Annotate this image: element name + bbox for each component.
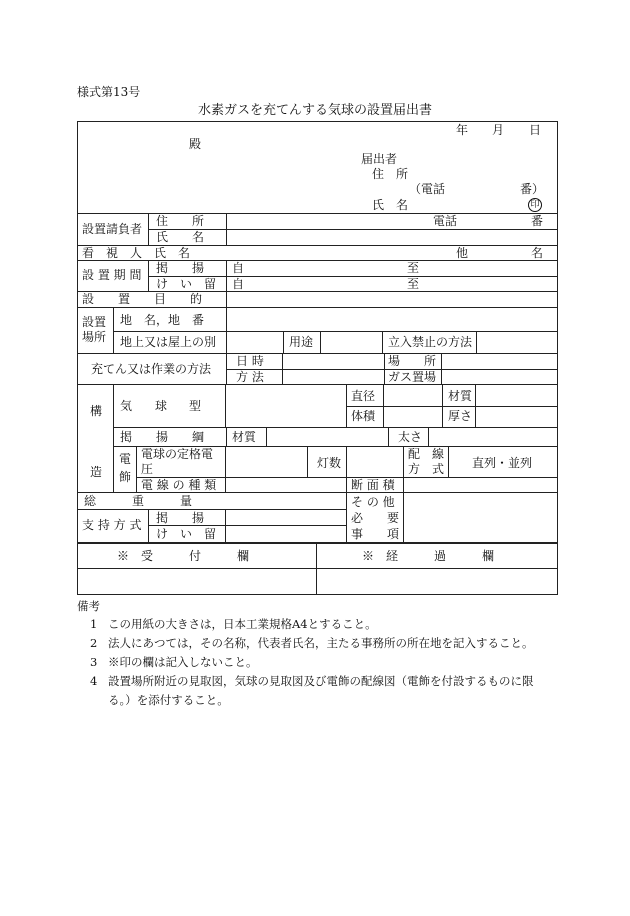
wire-type-label: 電 線 の 種 類 [141,478,217,492]
purpose-label: 設 置 目 的 [82,292,203,306]
balloon-type-char-3: 型 [189,399,202,413]
note-1-text: この用紙の大きさは，日本工業規格A4とすること。 [108,617,377,631]
location-label-bottom: 場所 [82,330,107,344]
note-3-num: 3 [90,655,98,669]
notes-title: 備考 [77,599,100,613]
requester-phone-label: 電話 [433,214,458,228]
applicant-phone-close: 番） [520,182,545,196]
balloon-type-char-1: 気 [120,399,133,413]
note-4-text: 設置場所附近の見取図，気球の見取図及び電飾の配線図（電飾を付設するものに限 [108,674,534,688]
decoration-label-bottom: 飾 [119,470,132,484]
other-label-3: 事 項 [351,527,400,541]
period-raise-label: 掲 揚 [156,261,205,275]
fill-method-sub-label: 方 法 [236,370,264,384]
period-moor-to: 至 [407,277,420,291]
wiring-label-2: 方 式 [408,462,445,476]
reception-column-label: ※ 受 付 欄 [117,549,250,563]
location-chimei-label: 地 名，地 番 [120,313,205,327]
addressee-suffix: 殿 [189,137,202,151]
period-moor-label: け い 留 [156,277,217,291]
gas-storage-label: ガス置場 [388,370,437,384]
requester-label: 設置請負者 [82,222,143,236]
structure-label-top: 構 [90,404,103,418]
date-month: 月 [492,123,505,137]
note-1-num: 1 [90,617,98,631]
decoration-label-top: 電 [119,452,132,466]
note-3-text: ※印の欄は記入しないこと。 [108,655,258,669]
ground-roof-label: 地上又は屋上の別 [120,335,217,349]
watcher-count-unit: 名 [531,246,544,260]
support-raise-label: 掲 揚 [156,511,205,525]
date-day: 日 [529,123,542,137]
period-moor-from: 自 [232,277,245,291]
applicant-phone-open: （電話 [409,182,446,196]
requester-address-label: 住 所 [156,214,205,228]
period-raise-from: 自 [232,261,245,275]
other-label-2: 必 要 [351,511,400,525]
period-label: 設 置 期 間 [82,268,142,282]
progress-column-label: ※ 経 過 欄 [362,549,495,563]
applicant-label: 届出者 [361,152,398,166]
note-4-num: 4 [90,674,98,688]
period-raise-to: 至 [407,261,420,275]
wiring-label-1: 配 線 [408,447,445,461]
rated-voltage-label-2: 圧 [141,462,154,476]
rope-material-label: 材質 [232,430,257,444]
thickness-label: 厚さ [448,409,473,423]
applicant-address-label: 住 所 [372,167,409,181]
balloon-material-label: 材質 [448,389,473,403]
other-label-1: そ の 他 [351,495,395,509]
requester-phone-ban: 番 [531,214,544,228]
no-entry-label: 立入禁止の方法 [388,335,473,349]
support-label: 支 持 方 式 [82,518,142,532]
fill-method-label: 充てん又は作業の方法 [91,362,212,376]
form-number: 様式第13号 [77,85,141,99]
balloon-type-char-2: 球 [155,399,168,413]
fill-place-label: 場 所 [388,354,437,368]
bulb-count-label: 灯数 [317,456,342,470]
rope-label: 掲 揚 綱 [120,430,205,444]
form-title: 水素ガスを充てんする気球の設置届出書 [197,103,432,118]
date-year: 年 [456,123,469,137]
applicant-name-label: 氏 名 [372,198,409,212]
rated-voltage-label-1: 電球の定格電 [141,447,214,461]
note-2-num: 2 [90,636,98,650]
support-moor-label: け い 留 [156,527,217,541]
cross-section-label: 断 面 積 [351,478,395,492]
requester-name-label: 氏 名 [156,230,205,244]
diameter-label: 直径 [351,389,376,403]
note-4-continuation: る。）を添付すること。 [108,693,229,707]
note-2-text: 法人にあつては，その名称，代表者氏名，主たる事務所の所在地を記入すること。 [108,636,534,650]
structure-label-bottom: 造 [90,465,103,479]
location-label-top: 設置 [82,315,107,329]
rope-thickness-label: 太さ [398,430,423,444]
total-weight-label: 総 重 量 [84,494,193,508]
watcher-label: 看 視 人 氏 名 [82,246,191,260]
fill-datetime-label: 日 時 [236,354,264,368]
usage-label: 用途 [289,335,314,349]
wiring-value: 直列・並列 [472,456,533,470]
watcher-others: 他 [456,246,469,260]
volume-label: 体積 [351,409,376,423]
seal-mark: 印 [528,197,542,212]
